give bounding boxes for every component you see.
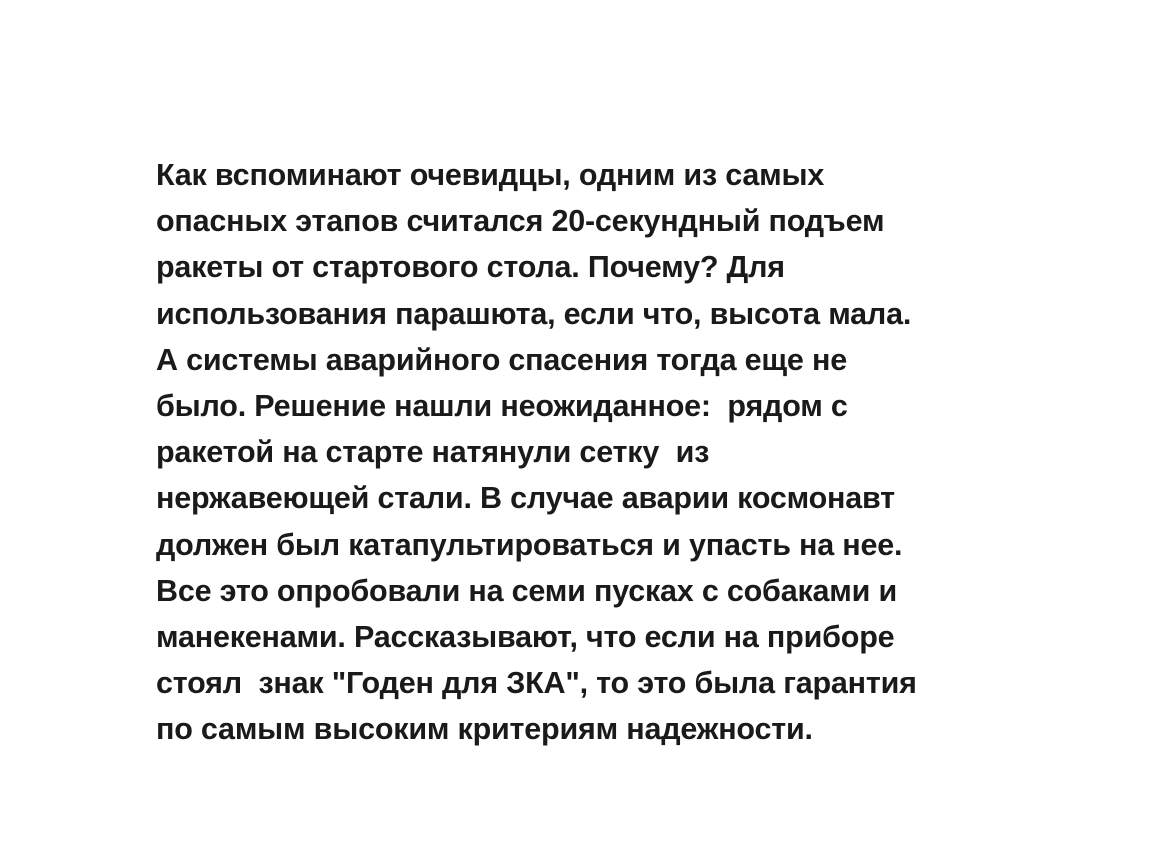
text-line: Все это опробовали на семи пусках с собаками и <box>156 573 898 608</box>
text-line: должен был катапультироваться и упасть на нее. <box>156 527 903 562</box>
text-line: ракеты от стартового стола. Почему? Для <box>156 250 785 285</box>
text-line: стоял знак "Годен для ЗКА", то это была гарантия <box>156 666 917 701</box>
text-line: Как вспоминают очевидцы, одним из самых <box>156 158 825 192</box>
text-line: манекенами. Рассказывают, что если на приборе <box>156 620 895 655</box>
text-line: было. Решение нашли неожиданное: рядом с <box>156 389 848 424</box>
text-line: использования парашюта, если что, высота мала. <box>156 296 912 331</box>
text-line: ракетой на старте натянули сетку из <box>156 435 710 470</box>
text-line: по самым высоким критериям надежности. <box>156 712 813 747</box>
text-line: нержавеющей стали. В случае аварии космонавт <box>156 481 895 516</box>
text-line: опасных этапов считался 20-секундный подъем <box>156 204 885 239</box>
text-line: А системы аварийного спасения тогда еще не <box>156 342 847 377</box>
body-text <box>156 152 1056 753</box>
